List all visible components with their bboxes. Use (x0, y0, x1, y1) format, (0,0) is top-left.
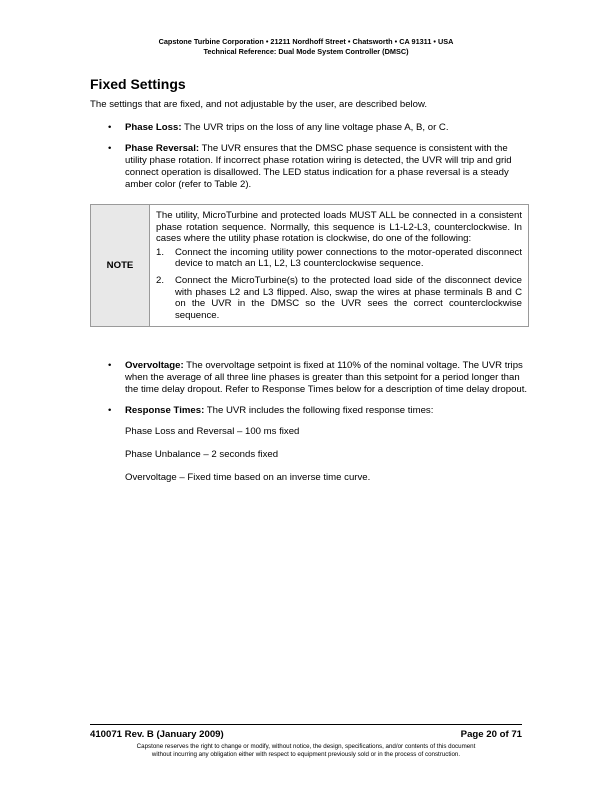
bullet-term: Response Times: (125, 405, 205, 416)
bullet-dot: • (108, 143, 112, 154)
note-item (156, 247, 522, 270)
bullet-term: Phase Loss: (125, 122, 182, 133)
note-item-text: Connect the MicroTurbine(s) to the protected load side of the disconnect device with phases L2 and L3 flipped. Also, swap the wires at phase terminals B and C on the UVR in the DMSC so the UVR sees the correct counterclockwise sequence. (175, 274, 522, 321)
note-intro: The utility, MicroTurbine and protected loads MUST ALL be connected in a consistent phase rotation sequence. Normally, this sequence is L1-L2-L3, counterclockwise. In cases where the utility phase rotation is clockwise, do one of the following: (156, 210, 522, 245)
footer-disclaimer (0, 743, 612, 759)
bullet-dot: • (108, 122, 112, 133)
bullet-list-bottom (90, 360, 530, 495)
footer-divider (90, 724, 522, 725)
response-time-item: Overvoltage – Fixed time based on an inverse time curve. (125, 472, 371, 483)
response-time-item: Phase Loss and Reversal – 100 ms fixed (125, 426, 300, 437)
bullet-dot: • (108, 360, 112, 371)
response-times-list (125, 426, 530, 484)
note-table (90, 204, 529, 327)
response-time-item: Phase Unbalance – 2 seconds fixed (125, 449, 279, 460)
note-item-text: Connect the incoming utility power connections to the motor-operated disconnect device to match an L1, L2, L3 counterclockwise sequence. (175, 246, 522, 270)
bullet-dot: • (108, 405, 112, 416)
bullet-term: Phase Reversal: (125, 143, 200, 154)
note-list (156, 247, 522, 322)
footer-disclaimer-line: without incurring any obligation either with respect to equipment previously sold or in the process of construction. (151, 751, 461, 758)
header-company-line: Capstone Turbine Corporation • 21211 Nordhoff Street • Chatsworth • CA 91311 • USA (158, 37, 454, 46)
bullet-text: The UVR ensures that the DMSC phase sequence is consistent with the utility phase rotation. If incorrect phase rotation wiring is detected, the UVR will trip and grid connect operation is disallowed. The LED status indication for a phase reversal is a steady amber color (refer to Table 2). (125, 143, 512, 190)
note-item (156, 275, 522, 321)
note-label: NOTE (91, 205, 150, 327)
note-item-number: 2. (156, 274, 165, 286)
bullet-text: The UVR includes the following fixed response times: (204, 405, 434, 416)
bullet-term: Overvoltage: (125, 360, 184, 371)
bullet-list-top (90, 122, 530, 200)
bullet-text: The overvoltage setpoint is fixed at 110% of the nominal voltage. The UVR trips when the average of all three line phases is greater than this setpoint for a period longer than the time delay dropout. Refer to Response Times below for a description of time delay dropout. (125, 360, 528, 395)
footer-page-number: Page 20 of 71 (460, 729, 522, 740)
section-title: Fixed Settings (90, 76, 186, 92)
bullet-response-times (90, 405, 530, 484)
bullet-phase-loss (90, 122, 530, 134)
note-body (150, 205, 529, 327)
section-intro: The settings that are fixed, and not adjustable by the user, are described below. (90, 99, 428, 110)
page-header (0, 37, 612, 57)
header-document-line: Technical Reference: Dual Mode System Controller (DMSC) (203, 47, 409, 56)
footer-doc-id: 410071 Rev. B (January 2009) (90, 729, 224, 740)
footer-disclaimer-line: Capstone reserves the right to change or modify, without notice, the design, specifications, and/or contents of this document (136, 743, 476, 750)
bullet-overvoltage (90, 360, 530, 396)
note-item-number: 1. (156, 246, 165, 258)
bullet-phase-reversal (90, 143, 530, 191)
bullet-text: The UVR trips on the loss of any line voltage phase A, B, or C. (181, 122, 449, 133)
